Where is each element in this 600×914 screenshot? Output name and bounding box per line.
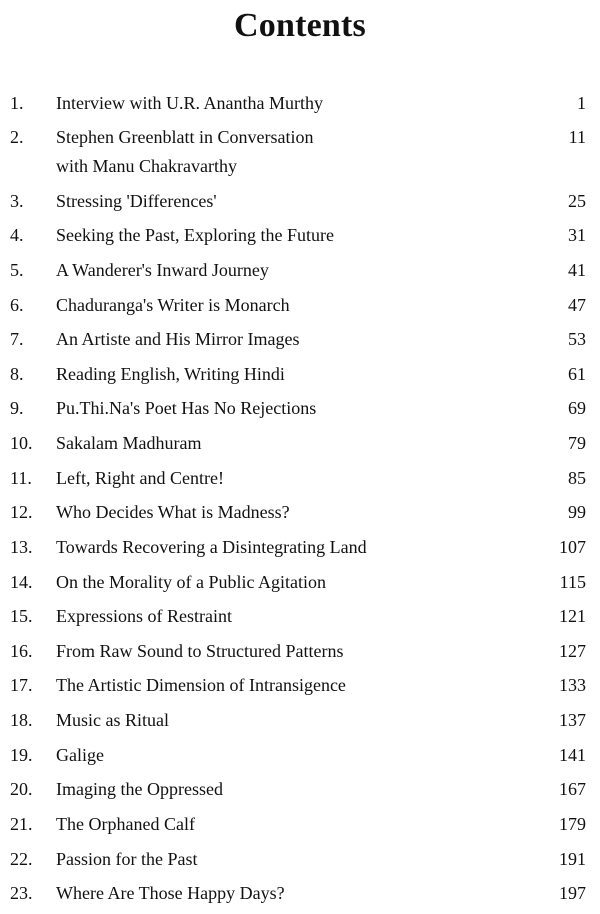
entry-page: 127	[559, 641, 586, 661]
entry-page: 11	[568, 127, 586, 147]
entry-number: 6.	[10, 295, 24, 315]
entry-title: Who Decides What is Madness?	[56, 502, 290, 522]
entry-title: Towards Recovering a Disintegrating Land	[56, 537, 367, 557]
entry-title: Stephen Greenblatt in Conversation	[56, 127, 314, 147]
entry-number: 10.	[10, 433, 33, 453]
entry-number: 19.	[10, 745, 33, 765]
entry-title: From Raw Sound to Structured Patterns	[56, 641, 344, 661]
entry-title: Passion for the Past	[56, 849, 198, 869]
entry-title: An Artiste and His Mirror Images	[56, 329, 300, 349]
entry-number: 5.	[10, 260, 24, 280]
entry-title: Left, Right and Centre!	[56, 468, 224, 488]
page-title: Contents	[234, 7, 366, 44]
entry-page: 1	[577, 93, 586, 113]
entry-number: 2.	[10, 127, 24, 147]
entry-number: 17.	[10, 675, 33, 695]
entry-page: 61	[568, 364, 586, 384]
entry-title: Reading English, Writing Hindi	[56, 364, 285, 384]
entry-page: 179	[559, 814, 586, 834]
entry-page: 41	[568, 260, 586, 280]
entry-number: 15.	[10, 606, 33, 626]
entry-title: The Orphaned Calf	[56, 814, 195, 834]
entry-number: 20.	[10, 779, 33, 799]
entry-page: 99	[568, 502, 586, 522]
entry-page: 47	[568, 295, 586, 315]
entry-title: Interview with U.R. Anantha Murthy	[56, 93, 323, 113]
entry-page: 85	[568, 468, 586, 488]
entry-number: 23.	[10, 883, 33, 903]
entry-number: 14.	[10, 572, 33, 592]
entry-page: 25	[568, 191, 586, 211]
entry-title: Galige	[56, 745, 104, 765]
entry-number: 22.	[10, 849, 33, 869]
entry-page: 191	[559, 849, 586, 869]
entry-page: 121	[559, 606, 586, 626]
entry-title-line2: with Manu Chakravarthy	[56, 156, 237, 176]
entry-title: Imaging the Oppressed	[56, 779, 223, 799]
entry-page: 53	[568, 329, 586, 349]
entry-title: The Artistic Dimension of Intransigence	[56, 675, 346, 695]
entry-number: 11.	[10, 468, 32, 488]
entry-page: 79	[568, 433, 586, 453]
entry-number: 12.	[10, 502, 33, 522]
entry-number: 18.	[10, 710, 33, 730]
entry-title: On the Morality of a Public Agitation	[56, 572, 326, 592]
entry-title: A Wanderer's Inward Journey	[56, 260, 269, 280]
entry-page: 167	[559, 779, 586, 799]
entry-number: 9.	[10, 398, 24, 418]
entry-page: 107	[559, 537, 586, 557]
entry-page: 115	[559, 572, 586, 592]
entry-number: 7.	[10, 329, 24, 349]
entry-page: 133	[559, 675, 586, 695]
entry-title: Expressions of Restraint	[56, 606, 232, 626]
entry-number: 16.	[10, 641, 33, 661]
entry-title: Pu.Thi.Na's Poet Has No Rejections	[56, 398, 317, 418]
entry-title: Stressing 'Differences'	[56, 191, 217, 211]
entry-title: Chaduranga's Writer is Monarch	[56, 295, 290, 315]
entry-title: Music as Ritual	[56, 710, 169, 730]
entry-page: 141	[559, 745, 586, 765]
entry-page: 197	[559, 883, 586, 903]
entry-page: 137	[559, 710, 586, 730]
entry-number: 8.	[10, 364, 24, 384]
entry-page: 31	[568, 225, 586, 245]
entry-page: 69	[568, 398, 586, 418]
entry-title: Seeking the Past, Exploring the Future	[56, 225, 334, 245]
entry-number: 13.	[10, 537, 33, 557]
entry-number: 4.	[10, 225, 24, 245]
entry-number: 1.	[10, 93, 24, 113]
entry-number: 3.	[10, 191, 24, 211]
entry-title: Where Are Those Happy Days?	[56, 883, 285, 903]
entry-title: Sakalam Madhuram	[56, 433, 202, 453]
entry-number: 21.	[10, 814, 33, 834]
